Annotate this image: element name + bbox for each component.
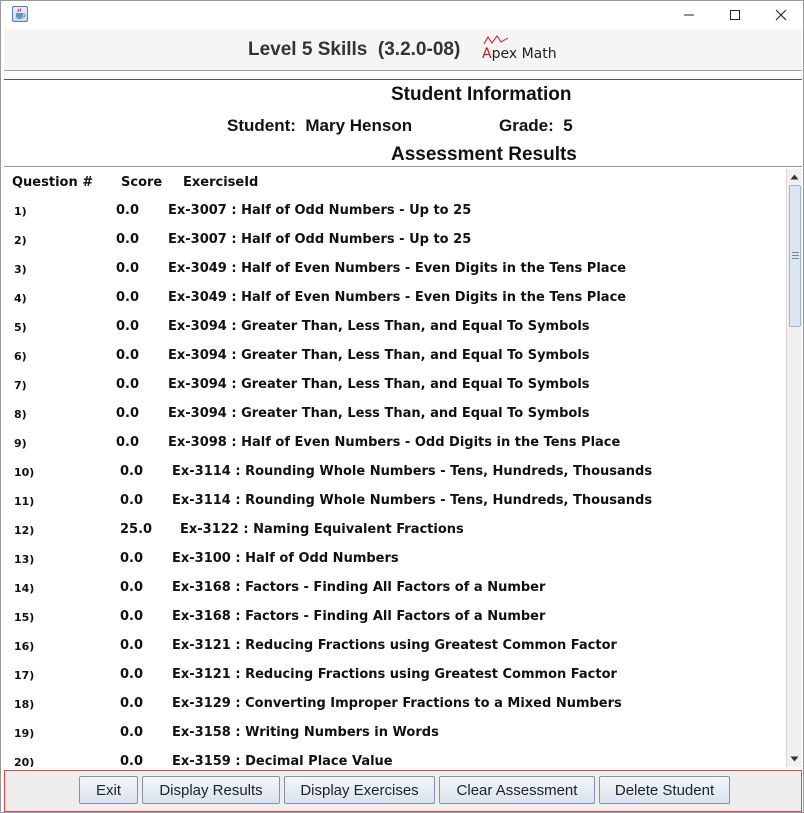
table-row: [6, 696, 786, 725]
scrollbar-grip-icon: [792, 252, 799, 259]
exercise-name: Ex-3121 : Reducing Fractions using Greatest Common Factor: [172, 667, 617, 682]
table-row: [6, 290, 786, 319]
exercise-name: Ex-3114 : Rounding Whole Numbers - Tens, Hundreds, Thousands: [172, 493, 653, 508]
exercise-name: Ex-3159 : Decimal Place Value: [172, 754, 393, 767]
table-row: [6, 435, 786, 464]
title-bar[interactable]: [1, 1, 803, 29]
question-number: 1): [14, 205, 27, 218]
exit-button[interactable]: Exit: [79, 776, 138, 804]
maximize-icon: [729, 9, 741, 21]
table-row: [6, 406, 786, 435]
column-header-exercise: ExerciseId: [183, 175, 259, 190]
table-row: [6, 667, 786, 696]
table-row: [6, 493, 786, 522]
score-value: 0.0: [116, 232, 140, 247]
logo-rest: pex Math: [491, 46, 557, 62]
question-number: 6): [14, 350, 27, 363]
exercise-name: Ex-3049 : Half of Even Numbers - Even Digits in the Tens Place: [168, 261, 627, 276]
exercise-name: Ex-3100 : Half of Odd Numbers: [172, 551, 399, 566]
app-header: [4, 29, 802, 71]
table-row: [6, 348, 786, 377]
delete-student-button[interactable]: Delete Student: [599, 776, 730, 804]
question-number: 17): [14, 669, 35, 682]
score-value: 0.0: [116, 261, 140, 276]
score-value: 0.0: [120, 580, 144, 595]
question-number: 11): [14, 495, 35, 508]
exercise-name: Ex-3121 : Reducing Fractions using Greatest Common Factor: [172, 638, 617, 653]
exercise-name: Ex-3168 : Factors - Finding All Factors of a Number: [172, 609, 546, 624]
table-row: [6, 551, 786, 580]
minimize-icon: [683, 9, 695, 21]
grade-label: Grade: 5: [499, 116, 573, 135]
student-info-heading: Student Information: [391, 84, 572, 105]
question-number: 4): [14, 292, 27, 305]
logo-letter: A: [482, 46, 492, 62]
close-icon: [775, 9, 787, 21]
question-number: 18): [14, 698, 35, 711]
score-value: 0.0: [116, 348, 140, 363]
maximize-button[interactable]: [712, 1, 758, 29]
question-number: 5): [14, 321, 27, 334]
score-value: 0.0: [120, 754, 144, 767]
question-number: 10): [14, 466, 35, 479]
exercise-name: Ex-3158 : Writing Numbers in Words: [172, 725, 439, 740]
display-results-button[interactable]: Display Results: [142, 776, 280, 804]
score-value: 0.0: [120, 638, 144, 653]
exercise-name: Ex-3007 : Half of Odd Numbers - Up to 25: [168, 203, 472, 218]
vertical-scrollbar[interactable]: [786, 169, 802, 767]
table-row: [6, 522, 786, 551]
student-info-panel: [4, 79, 802, 167]
exercise-name: Ex-3094 : Greater Than, Less Than, and Equal To Symbols: [168, 406, 590, 421]
logo-text: [482, 46, 557, 62]
question-number: 15): [14, 611, 35, 624]
question-number: 14): [14, 582, 35, 595]
scroll-up-button[interactable]: [787, 169, 802, 185]
question-number: 20): [14, 756, 35, 767]
score-value: 0.0: [120, 696, 144, 711]
score-value: 0.0: [116, 406, 140, 421]
table-row: [6, 232, 786, 261]
table-row: [6, 319, 786, 348]
column-header-question: Question #: [12, 175, 94, 190]
scroll-up-arrow-icon: [790, 174, 799, 180]
exercise-name: Ex-3122 : Naming Equivalent Fractions: [180, 522, 464, 537]
question-number: 9): [14, 437, 27, 450]
table-row: [6, 725, 786, 754]
score-value: 0.0: [120, 725, 144, 740]
apex-math-logo: [482, 35, 572, 65]
score-value: 0.0: [116, 377, 140, 392]
app-title: Level 5 Skills (3.2.0-08): [248, 39, 461, 60]
table-row: [6, 609, 786, 638]
question-number: 13): [14, 553, 35, 566]
scroll-down-arrow-icon: [790, 756, 799, 762]
score-value: 0.0: [120, 493, 144, 508]
score-value: 0.0: [120, 551, 144, 566]
table-row: [6, 754, 786, 767]
student-name-label: Student: Mary Henson: [227, 116, 413, 135]
question-number: 3): [14, 263, 27, 276]
close-button[interactable]: [758, 1, 804, 29]
display-exercises-button[interactable]: Display Exercises: [284, 776, 435, 804]
exercise-name: Ex-3094 : Greater Than, Less Than, and Equal To Symbols: [168, 377, 590, 392]
minimize-button[interactable]: [666, 1, 712, 29]
score-value: 0.0: [116, 203, 140, 218]
java-cup-icon: [12, 6, 28, 22]
score-value: 0.0: [116, 290, 140, 305]
exercise-name: Ex-3168 : Factors - Finding All Factors of a Number: [172, 580, 546, 595]
scrollbar-thumb[interactable]: [789, 185, 801, 327]
score-value: 0.0: [116, 435, 140, 450]
button-bar: [4, 770, 802, 812]
score-value: 0.0: [120, 609, 144, 624]
score-value: 25.0: [120, 522, 153, 537]
table-row: [6, 464, 786, 493]
score-value: 0.0: [116, 319, 140, 334]
table-row: [6, 261, 786, 290]
table-row: [6, 580, 786, 609]
exercise-name: Ex-3094 : Greater Than, Less Than, and Equal To Symbols: [168, 319, 590, 334]
exercise-name: Ex-3129 : Converting Improper Fractions to a Mixed Numbers: [172, 696, 622, 711]
table-row: [6, 638, 786, 667]
clear-assessment-button[interactable]: Clear Assessment: [439, 776, 595, 804]
exercise-name: Ex-3114 : Rounding Whole Numbers - Tens, Hundreds, Thousands: [172, 464, 653, 479]
question-number: 7): [14, 379, 27, 392]
logo-zigzag-icon: [483, 35, 509, 45]
results-list[interactable]: [6, 169, 786, 767]
scroll-down-button[interactable]: [787, 751, 802, 767]
question-number: 19): [14, 727, 35, 740]
exercise-name: Ex-3007 : Half of Odd Numbers - Up to 25: [168, 232, 472, 247]
column-header-score: Score: [121, 175, 163, 190]
exercise-name: Ex-3098 : Half of Even Numbers - Odd Digits in the Tens Place: [168, 435, 621, 450]
exercise-name: Ex-3094 : Greater Than, Less Than, and Equal To Symbols: [168, 348, 590, 363]
question-number: 16): [14, 640, 35, 653]
question-number: 2): [14, 234, 27, 247]
exercise-name: Ex-3049 : Half of Even Numbers - Even Digits in the Tens Place: [168, 290, 627, 305]
question-number: 8): [14, 408, 27, 421]
question-number: 12): [14, 524, 35, 537]
score-value: 0.0: [120, 667, 144, 682]
assessment-results-heading: Assessment Results: [391, 144, 577, 165]
score-value: 0.0: [120, 464, 144, 479]
table-row: [6, 377, 786, 406]
table-row: [6, 203, 786, 232]
